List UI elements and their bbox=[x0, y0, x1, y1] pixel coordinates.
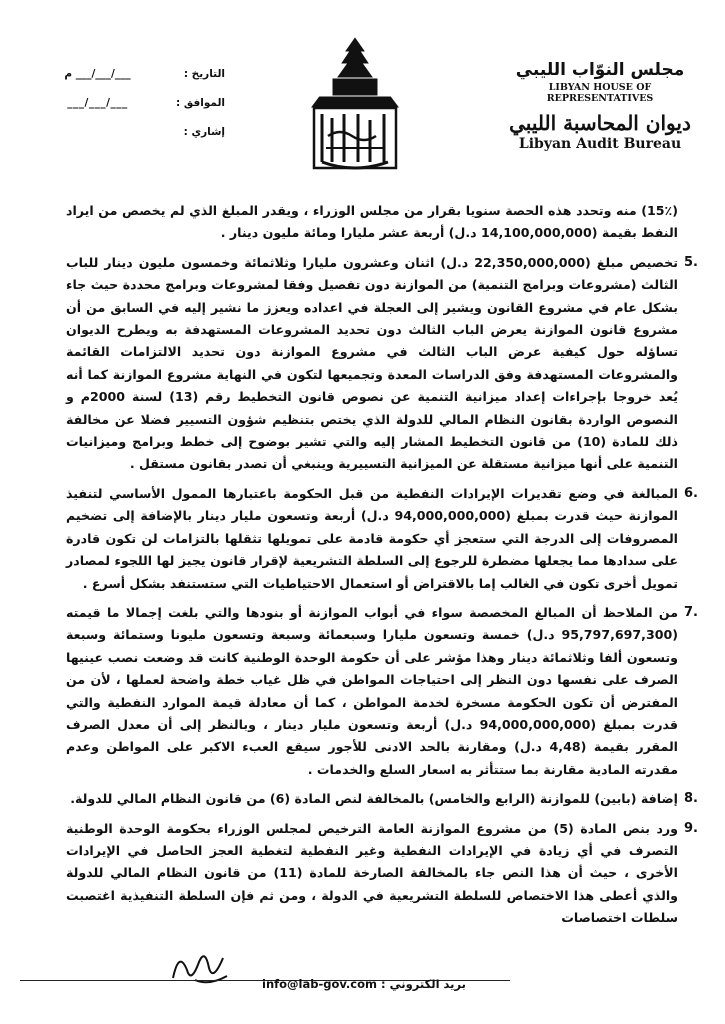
footer bbox=[262, 977, 466, 991]
email-label: بريد الكتروني : bbox=[381, 977, 466, 991]
org-name-en: LIBYAN HOUSE OF REPRESENTATIVES bbox=[546, 82, 654, 104]
date-row bbox=[25, 64, 225, 84]
list-item bbox=[66, 818, 698, 930]
list-item bbox=[66, 788, 698, 810]
item-number: 5. bbox=[684, 254, 698, 270]
list-item bbox=[66, 483, 698, 595]
item-number: 9. bbox=[684, 820, 698, 836]
item-text: إضافة (بابين) للموازنة (الرابع والخامس) بالمخالفة لنص المادة (6) من قانون النظام المالي للدولة. bbox=[70, 791, 678, 807]
bureau-name-en: Libyan Audit Bureau bbox=[518, 136, 682, 152]
intro-paragraph: (15٪) منه وتحدد هذه الحصة سنويا بقرار من مجلس الوزراء ، ويقدر المبلغ الذي لم يخصص من ايراد النفط بقيمة (14,100,000,000 د.ل) أربعة عشر مليارا ومائة مليون دينار . bbox=[66, 203, 678, 241]
audit-bureau-emblem bbox=[300, 36, 410, 176]
list-item bbox=[66, 252, 698, 476]
date-label: التاريخ : bbox=[183, 68, 225, 80]
item-text: المبالغة في وضع تقديرات الإيرادات النفطية من قبل الحكومة باعتبارها الممول الأساسي لتنفيذ الموازنة حيث قدرت بمبلغ (94,000,000,000 د.ل) أربعة وتسعون مليار دينار بالإضافة إلى تضخيم المصروفات إلى الدرجة التي ستعجز أي حكومة قادمة على تمويلها تثقلها بالتزامات لن تكون قادرة على سدادها مما يجعلها مضطرة للرجوع إلى السلطة التشريعية لإقرار قانون يجيز لها اللجوء لمصادر تمويل أخرى تكون في الغالب إما بالاقتراض أو استعمال الاحتياطيات التي ستستنفد بشكل أسرع . bbox=[66, 485, 678, 591]
document-body bbox=[66, 200, 698, 930]
list-item bbox=[66, 602, 698, 781]
corresponding-row bbox=[25, 93, 225, 113]
date-value: م ___/___/___ bbox=[64, 68, 131, 80]
item-text: من الملاحظ أن المبالغ المخصصة سواء في أبواب الموازنة أو بنودها والتي بلغت إجمالا ما قيمته (95,797,697,300 د.ل) خمسة وتسعون مليارا وسبعمائة وسبعة وتسعون مليونا وستمائة وسبعة وتسعون ألفا وثلاثمائة دينار وهذا مؤشر على أن حكومة الوحدة الوطنية كانت قد وضعت نصب عينيها الصرف على نفسها دون النظر إلى احتياجات المواطن في ظل غياب خطة واضحة لعملها ، لأن من المفترض أن تكون الحكومة مسخرة لخدمة المواطن ، كما أن معادلة قيمة الموارد النفطية والتي قدرت بمبلغ (94,000,000,000 د.ل) أربعة وتسعون مليار دينار ، وبالنظر إلى أن معدل الصرف المقرر بقيمة (4,48 د.ل) ومقارنة بالحد الادنى للأجور سيقع العبء الاكبر على المواطن وعدم مقدرته المادية مقارنة بما ستتأثر به اسعار السلع والخدمات . bbox=[66, 604, 678, 777]
org-name-ar: مجلس النوّاب الليبي bbox=[515, 60, 685, 80]
item-text: تخصيص مبلغ (22,350,000,000 د.ل) اثنان وعشرون مليارا وثلاثمائة وخمسون مليون دينار للباب الثالث (مشروعات وبرامج التنمية) من الموازنة دون تفصيل وفقا لمشروعات وبرامج محددة حيث جاء بشكل عام في مشروع القانون ويشير إلى العجلة في اعداده ويعزز ما نشير إليه في السابق من أن مشروع قانون الموازنة يعرض الباب الثالث دون تحديد المشروعات المستهدفة به ويطرح الديوان تساؤله حول كيفية عرض الباب الثالث في مشروع الموازنة دون تحديد الالتزامات القائمة والمشروعات المستهدفة وفق الدراسات المعدة وتجميعها لتكون في النهاية مشروع الموازنة كما أنه يُعد خروجا بإجراءات إعداد ميزانية التنمية عن نصوص قانون التخطيط رقم (13) لسنة 2000م و النصوص الواردة بقانون النظام المالي للدولة الذي يختص بتنظيم شؤون التسيير فضلا عن مخالفة ذلك للمادة (10) من قانون التخطيط المشار إليه والتي تشير بوضوح إلى خطط وبرامج وميزانيات التنمية على أنها ميزانية مستقلة عن الميزانية التسييرية وينبغي أن تصدر بقانون مستقل . bbox=[66, 254, 678, 472]
email-link[interactable]: info@lab-gov.com bbox=[262, 977, 377, 991]
ref-row bbox=[25, 122, 225, 142]
bureau-name-ar: ديوان المحاسبة الليبي bbox=[509, 111, 691, 135]
item-number: 8. bbox=[684, 791, 698, 807]
item-number: 6. bbox=[684, 485, 698, 501]
signature bbox=[165, 940, 235, 990]
ref-label: إشاري : bbox=[183, 126, 225, 138]
meta-block bbox=[25, 64, 225, 151]
corresponding-label: الموافق : bbox=[176, 97, 225, 109]
item-text: ورد بنص المادة (5) من مشروع الموازنة العامة الترخيص لمجلس الوزراء بحكومة الوحدة الوطنية التصرف في أي زيادة في الإيرادات النفطية وغير النفطية لتغطية العجز الحاصل في الإيرادات الأخرى ، حيث أن هذا النص جاء بالمخالفة الصارخة للمادة (11) من قانون النظام المالي للدولة والذي أعطى هذا الاختصاص للسلطة التشريعية في الدولة ، ومن ثم فإن السلطة التنفيذية اغتصبت سلطات اختصاصات bbox=[66, 820, 678, 926]
item-number: 7. bbox=[684, 604, 698, 620]
letterhead bbox=[495, 60, 705, 152]
corresponding-value: ___/___/___ bbox=[67, 97, 128, 109]
